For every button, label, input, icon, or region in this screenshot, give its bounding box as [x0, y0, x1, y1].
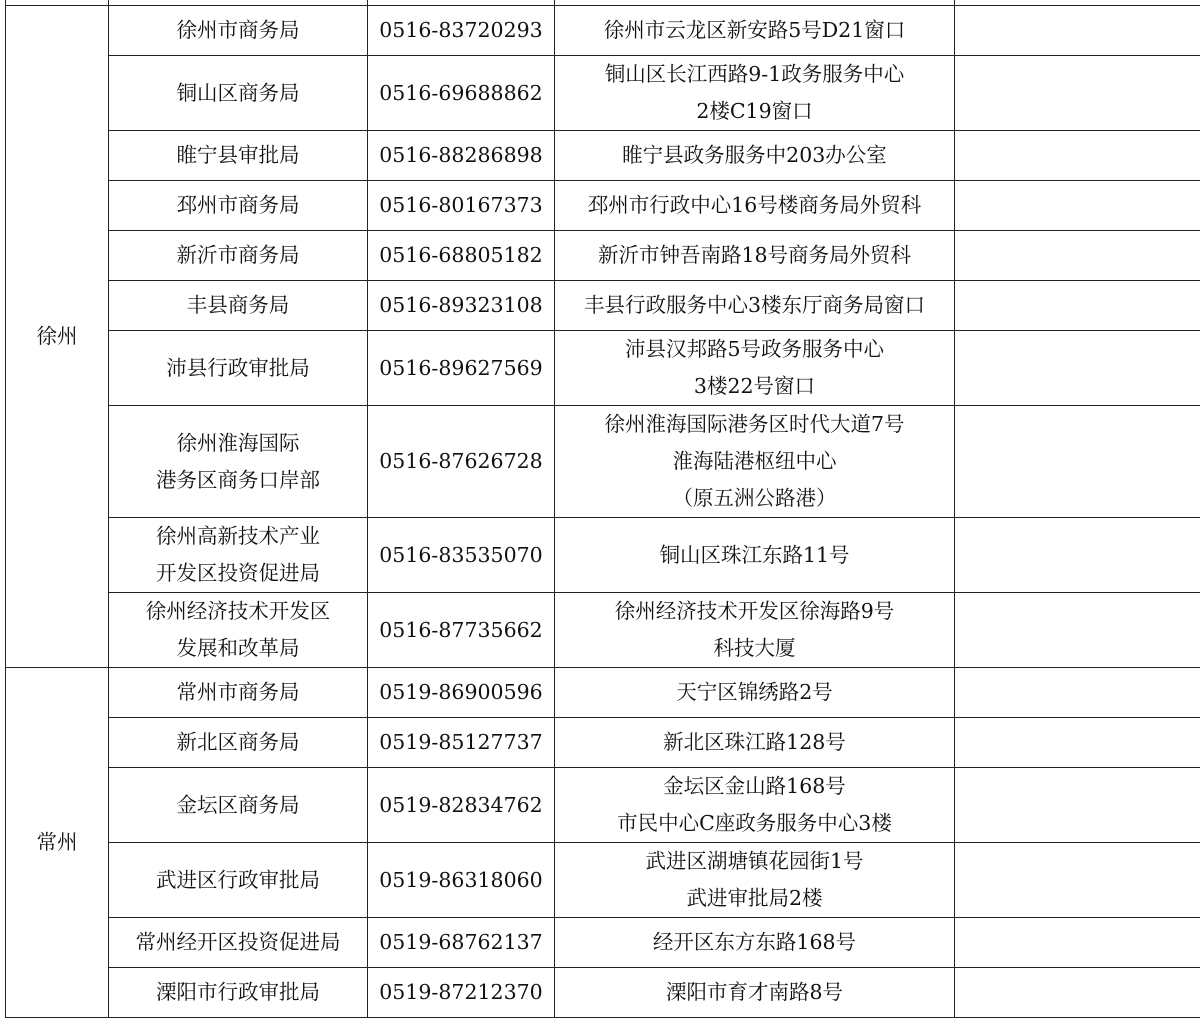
table-row	[6, 843, 1200, 918]
agency-name-line: 常州市商务局	[176, 680, 300, 704]
address-line: 淮海陆港枢纽中心	[672, 449, 837, 473]
address-cell	[555, 6, 955, 56]
empty-cell	[955, 281, 1200, 331]
address-cell	[555, 918, 955, 968]
agency-name-line: 开发区投资促进局	[156, 561, 320, 585]
agency-name-line: 新北区商务局	[176, 730, 300, 754]
agency-name-line: 常州经开区投资促进局	[135, 930, 341, 954]
agency-cell	[109, 668, 368, 718]
phone-number: 0516-89323108	[379, 293, 543, 317]
address-line: 徐州淮海国际港务区时代大道7号	[604, 412, 905, 436]
address-cell	[555, 668, 955, 718]
address-line: 睢宁县政务服务中203办公室	[622, 143, 887, 167]
phone-cell	[368, 281, 555, 331]
phone-cell	[368, 968, 555, 1018]
address-line: 邳州市行政中心16号楼商务局外贸科	[587, 193, 922, 217]
phone-cell	[368, 131, 555, 181]
empty-cell	[955, 181, 1200, 231]
phone-number: 0516-87626728	[379, 449, 543, 473]
agency-name-line: 铜山区商务局	[176, 80, 300, 105]
address-cell	[555, 406, 955, 518]
table-row	[6, 331, 1200, 406]
table-row	[6, 518, 1200, 593]
agency-cell	[109, 231, 368, 281]
agency-cell	[109, 718, 368, 768]
agency-name-line: 邳州市商务局	[176, 193, 300, 217]
agency-name-line: 沛县行政审批局	[166, 355, 310, 380]
table-row	[6, 231, 1200, 281]
address-line: 武进审批局2楼	[686, 886, 823, 910]
agency-name-line: 睢宁县审批局	[176, 143, 300, 167]
agency-cell	[109, 406, 368, 518]
agency-name-line: 丰县商务局	[186, 293, 290, 317]
table-row	[6, 968, 1200, 1018]
phone-number: 0516-83720293	[379, 18, 543, 42]
agency-cell	[109, 281, 368, 331]
address-line: 新沂市钟吾南路18号商务局外贸科	[597, 243, 912, 267]
phone-cell	[368, 406, 555, 518]
address-cell	[555, 181, 955, 231]
agency-cell	[109, 768, 368, 843]
agency-name-line: 徐州淮海国际	[176, 430, 300, 455]
address-cell	[555, 281, 955, 331]
table-row	[6, 6, 1200, 56]
agency-cell	[109, 518, 368, 593]
empty-cell	[955, 968, 1200, 1018]
empty-cell	[955, 593, 1200, 668]
table-body	[6, 0, 1200, 1018]
phone-number: 0519-82834762	[379, 792, 543, 817]
address-cell	[555, 968, 955, 1018]
address-cell	[555, 56, 955, 131]
agency-name-line: 武进区行政审批局	[156, 867, 320, 892]
empty-cell	[955, 131, 1200, 181]
table-row	[6, 668, 1200, 718]
phone-cell	[368, 181, 555, 231]
agency-contact-table	[5, 0, 1200, 1018]
table-row	[6, 131, 1200, 181]
empty-cell	[955, 518, 1200, 593]
region-cell	[6, 6, 109, 668]
agency-cell	[109, 331, 368, 406]
agency-name-line: 溧阳市行政审批局	[156, 980, 320, 1004]
phone-number: 0519-85127737	[379, 730, 543, 754]
empty-cell	[955, 231, 1200, 281]
address-line: 徐州市云龙区新安路5号D21窗口	[603, 18, 906, 42]
table-row	[6, 593, 1200, 668]
phone-cell	[368, 843, 555, 918]
table-row	[6, 918, 1200, 968]
address-line: 市民中心C座政务服务中心3楼	[617, 811, 892, 835]
phone-number: 0516-87735662	[379, 617, 543, 642]
table-row	[6, 181, 1200, 231]
agency-cell	[109, 131, 368, 181]
agency-name-line: 港务区商务口岸部	[156, 467, 320, 492]
empty-cell	[955, 6, 1200, 56]
region-cell	[6, 668, 109, 1018]
table-row	[6, 56, 1200, 131]
address-cell	[555, 768, 955, 843]
phone-cell	[368, 231, 555, 281]
phone-number: 0516-89627569	[379, 355, 543, 380]
region-label: 徐州	[36, 324, 78, 348]
empty-cell	[955, 331, 1200, 406]
empty-cell	[955, 918, 1200, 968]
address-line: 3楼22号窗口	[693, 374, 816, 398]
address-cell	[555, 718, 955, 768]
agency-cell	[109, 181, 368, 231]
phone-number: 0516-69688862	[379, 80, 543, 105]
phone-cell	[368, 718, 555, 768]
agency-cell	[109, 968, 368, 1018]
agency-name-line: 徐州经济技术开发区	[145, 599, 331, 623]
phone-cell	[368, 56, 555, 131]
address-cell	[555, 131, 955, 181]
phone-cell	[368, 6, 555, 56]
table-row	[6, 768, 1200, 843]
address-cell	[555, 331, 955, 406]
address-line: 2楼C19窗口	[696, 99, 813, 123]
table-row	[6, 406, 1200, 518]
agency-cell	[109, 56, 368, 131]
address-line: 天宁区锦绣路2号	[676, 680, 833, 704]
phone-number: 0519-87212370	[379, 980, 543, 1004]
address-line: 沛县汉邦路5号政务服务中心	[624, 337, 885, 361]
address-line: 铜山区珠江东路11号	[659, 542, 850, 567]
address-line: 武进区湖塘镇花园街1号	[645, 849, 864, 873]
table-row	[6, 281, 1200, 331]
empty-cell	[955, 718, 1200, 768]
agency-name-line: 发展和改革局	[176, 636, 300, 660]
agency-name-line: 新沂市商务局	[176, 243, 300, 267]
phone-cell	[368, 518, 555, 593]
phone-number: 0516-80167373	[379, 193, 543, 217]
address-line: 铜山区长江西路9-1政务服务中心	[604, 62, 905, 86]
empty-cell	[955, 56, 1200, 131]
address-line: （原五洲公路港）	[672, 486, 837, 510]
table-row	[6, 718, 1200, 768]
phone-cell	[368, 768, 555, 843]
phone-cell	[368, 593, 555, 668]
address-cell	[555, 843, 955, 918]
address-line: 经开区东方东路168号	[652, 930, 857, 954]
phone-cell	[368, 331, 555, 406]
address-line: 溧阳市育才南路8号	[665, 980, 844, 1004]
agency-cell	[109, 593, 368, 668]
address-line: 科技大厦	[713, 636, 796, 660]
empty-cell	[955, 406, 1200, 518]
empty-cell	[955, 768, 1200, 843]
agency-cell	[109, 918, 368, 968]
phone-number: 0519-86318060	[379, 867, 543, 892]
phone-cell	[368, 668, 555, 718]
agency-name-line: 金坛区商务局	[176, 792, 300, 817]
phone-cell	[368, 918, 555, 968]
agency-name-line: 徐州高新技术产业	[156, 524, 320, 548]
empty-cell	[955, 843, 1200, 918]
phone-number: 0516-83535070	[379, 542, 543, 567]
address-cell	[555, 231, 955, 281]
phone-number: 0519-68762137	[379, 930, 543, 954]
agency-cell	[109, 6, 368, 56]
phone-number: 0519-86900596	[379, 680, 543, 704]
agency-cell	[109, 843, 368, 918]
phone-number: 0516-68805182	[379, 243, 543, 267]
address-line: 金坛区金山路168号	[663, 774, 846, 798]
address-cell	[555, 593, 955, 668]
region-label: 常州	[36, 830, 78, 854]
empty-cell	[955, 668, 1200, 718]
address-cell	[555, 518, 955, 593]
address-line: 丰县行政服务中心3楼东厅商务局窗口	[583, 293, 926, 317]
address-line: 徐州经济技术开发区徐海路9号	[614, 599, 895, 623]
phone-number: 0516-88286898	[379, 143, 543, 167]
address-line: 新北区珠江路128号	[663, 730, 846, 754]
agency-name-line: 徐州市商务局	[176, 18, 300, 42]
